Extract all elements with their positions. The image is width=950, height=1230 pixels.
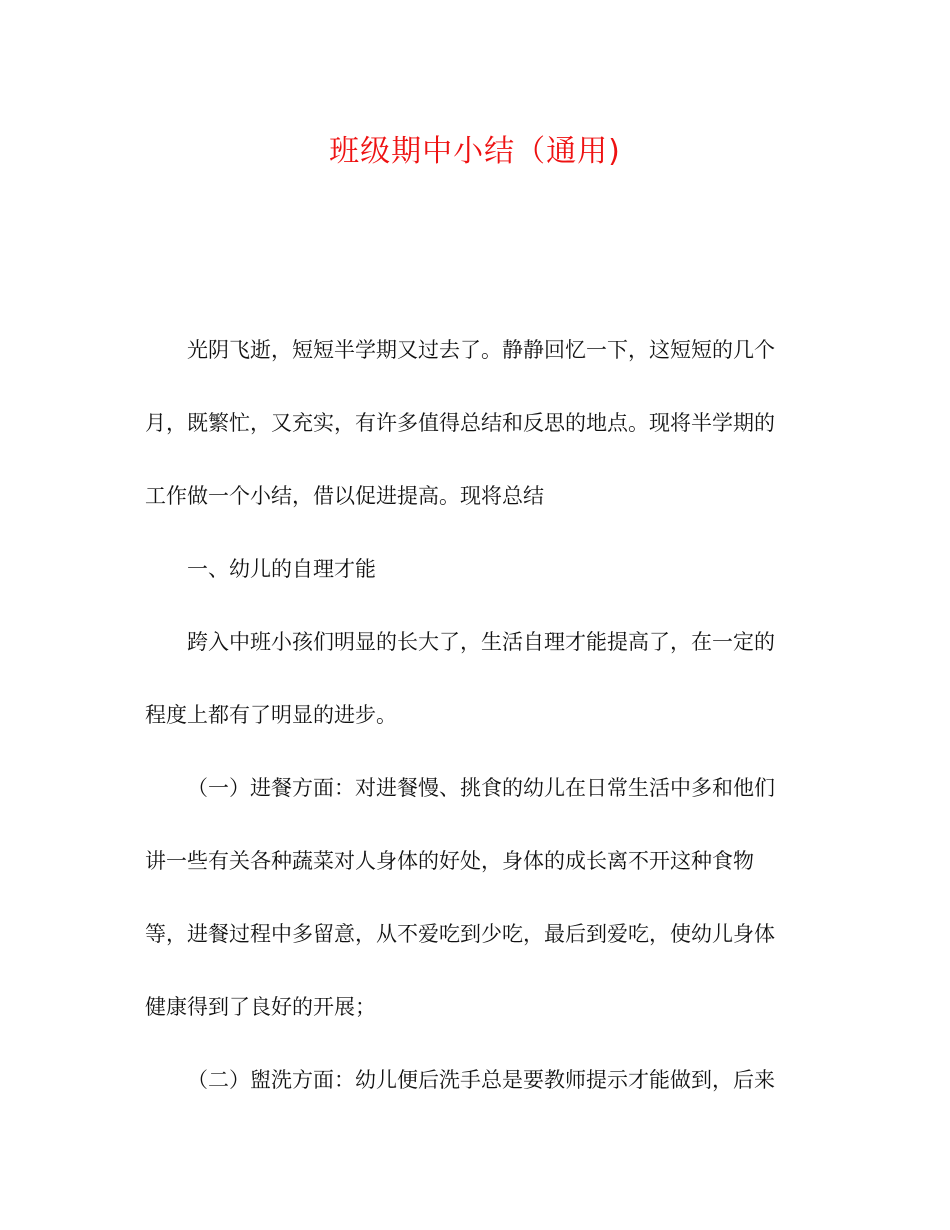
document-body xyxy=(145,330,805,1133)
paragraph-line: 月，既繁忙，又充实，有许多值得总结和反思的地点。现将半学期的 xyxy=(145,411,775,435)
page-title: 班级期中小结（通用) xyxy=(329,134,621,169)
paragraph-line: 跨入中班小孩们明显的长大了，生活自理才能提高了，在一定的 xyxy=(187,630,775,654)
paragraph-line: （一）进餐方面：对进餐慢、挑食的幼儿在日常生活中多和他们 xyxy=(187,776,775,800)
paragraph-line: 健康得到了良好的开展； xyxy=(145,995,376,1019)
paragraph-line: 光阴飞逝，短短半学期又过去了。静静回忆一下，这短短的几个 xyxy=(187,338,775,362)
paragraph-line: （二）盥洗方面：幼儿便后洗手总是要教师提示才能做到，后来 xyxy=(187,1068,775,1092)
paragraph-line: 等，进餐过程中多留意，从不爱吃到少吃，最后到爱吃，使幼儿身体 xyxy=(145,922,775,946)
paragraph-line: 讲一些有关各种蔬菜对人身体的好处，身体的成长离不开这种食物 xyxy=(145,849,754,873)
section-heading: 一、幼儿的自理才能 xyxy=(187,557,376,581)
paragraph-line: 工作做一个小结，借以促进提高。现将总结 xyxy=(145,484,544,508)
paragraph-line: 程度上都有了明显的进步。 xyxy=(145,703,397,727)
